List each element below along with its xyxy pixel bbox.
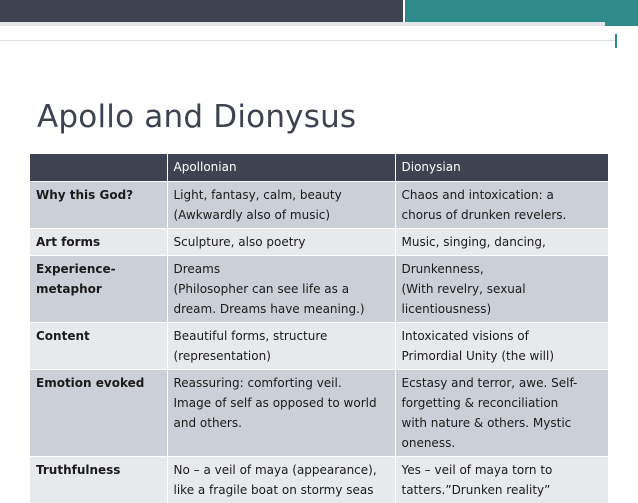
dionysian-cell — [395, 456, 608, 503]
table-row — [30, 456, 608, 503]
table-row — [30, 369, 608, 456]
table-row — [30, 181, 608, 228]
cell-text-line: Experience- — [36, 261, 116, 276]
cell-text-line: Intoxicated visions of — [401, 328, 529, 343]
apollonian-cell — [167, 228, 395, 255]
top-bar-teal-segment — [405, 0, 638, 22]
cell-text-line: and others. — [173, 415, 242, 430]
cell-text-line: licentiousness) — [401, 301, 492, 316]
table-row — [30, 228, 608, 255]
header-cell-dionysian: Dionysian — [395, 154, 608, 181]
cell-text-line: Beautiful forms, structure — [173, 328, 328, 343]
cell-text-line: Content — [36, 328, 90, 343]
cell-text-line: forgetting & reconciliation — [401, 395, 559, 410]
cell-text-line: chorus of drunken revelers. — [401, 207, 567, 222]
table-row — [30, 322, 608, 369]
cell-text-line: Art forms — [36, 234, 101, 249]
cell-text-line: dream. Dreams have meaning.) — [173, 301, 365, 316]
cell-text-line: tatters.”Drunken reality” — [401, 482, 551, 497]
cell-text-line: No – a veil of maya (appearance), — [173, 462, 377, 477]
cell-text-line: metaphor — [36, 281, 102, 296]
table-row — [30, 255, 608, 322]
cell-text-line: (Awkwardly also of music) — [173, 207, 331, 222]
cell-text-line: (representation) — [173, 348, 271, 363]
apollonian-cell — [167, 456, 395, 503]
apollonian-cell — [167, 255, 395, 322]
cell-text-line: Ecstasy and terror, awe. Self- — [401, 375, 578, 390]
cell-text-line: Light, fantasy, calm, beauty — [173, 187, 342, 202]
dionysian-cell — [395, 181, 608, 228]
row-label-cell — [30, 456, 167, 503]
cell-text-line: (Philosopher can see life as a — [173, 281, 350, 296]
comparison-table — [30, 154, 608, 503]
row-label-cell — [30, 255, 167, 322]
dionysian-cell — [395, 322, 608, 369]
apollonian-cell — [167, 369, 395, 456]
cell-text-line: (With revelry, sexual — [401, 281, 526, 296]
top-divider-line — [0, 22, 638, 26]
cell-text-line: Music, singing, dancing, — [401, 234, 546, 249]
cell-text-line: Drunkenness, — [401, 261, 484, 276]
top-bar-dark-segment — [0, 0, 403, 22]
row-label-cell — [30, 228, 167, 255]
cell-text-line: oneness. — [401, 435, 456, 450]
cell-text-line: like a fragile boat on stormy seas — [173, 482, 374, 497]
cell-text-line: Chaos and intoxication: a — [401, 187, 554, 202]
cell-text-line: Yes – veil of maya torn to — [401, 462, 553, 477]
cell-text-line: Truthfulness — [36, 462, 121, 477]
dionysian-cell — [395, 255, 608, 322]
corner-accent-mark — [615, 34, 617, 48]
cell-text-line: Sculpture, also poetry — [173, 234, 306, 249]
dionysian-cell — [395, 228, 608, 255]
row-label-cell — [30, 369, 167, 456]
header-rule — [0, 40, 615, 41]
dionysian-cell — [395, 369, 608, 456]
row-label-cell — [30, 181, 167, 228]
cell-text-line: Reassuring: comforting veil. — [173, 375, 342, 390]
row-label-cell — [30, 322, 167, 369]
cell-text-line: Primordial Unity (the will) — [401, 348, 555, 363]
header-cell-empty — [30, 154, 167, 181]
cell-text-line: Why this God? — [36, 187, 134, 202]
cell-text-line: Emotion evoked — [36, 375, 145, 390]
cell-text-line: Image of self as opposed to world — [173, 395, 377, 410]
slide-title: Apollo and Dionysus — [37, 99, 357, 135]
top-bar — [0, 0, 638, 22]
table-body — [30, 181, 608, 503]
top-accent-line — [605, 22, 638, 26]
cell-text-line: with nature & others. Mystic — [401, 415, 572, 430]
apollonian-cell — [167, 322, 395, 369]
apollonian-cell — [167, 181, 395, 228]
cell-text-line: Dreams — [173, 261, 221, 276]
header-cell-apollonian: Apollonian — [167, 154, 395, 181]
table-header-row — [30, 154, 608, 181]
